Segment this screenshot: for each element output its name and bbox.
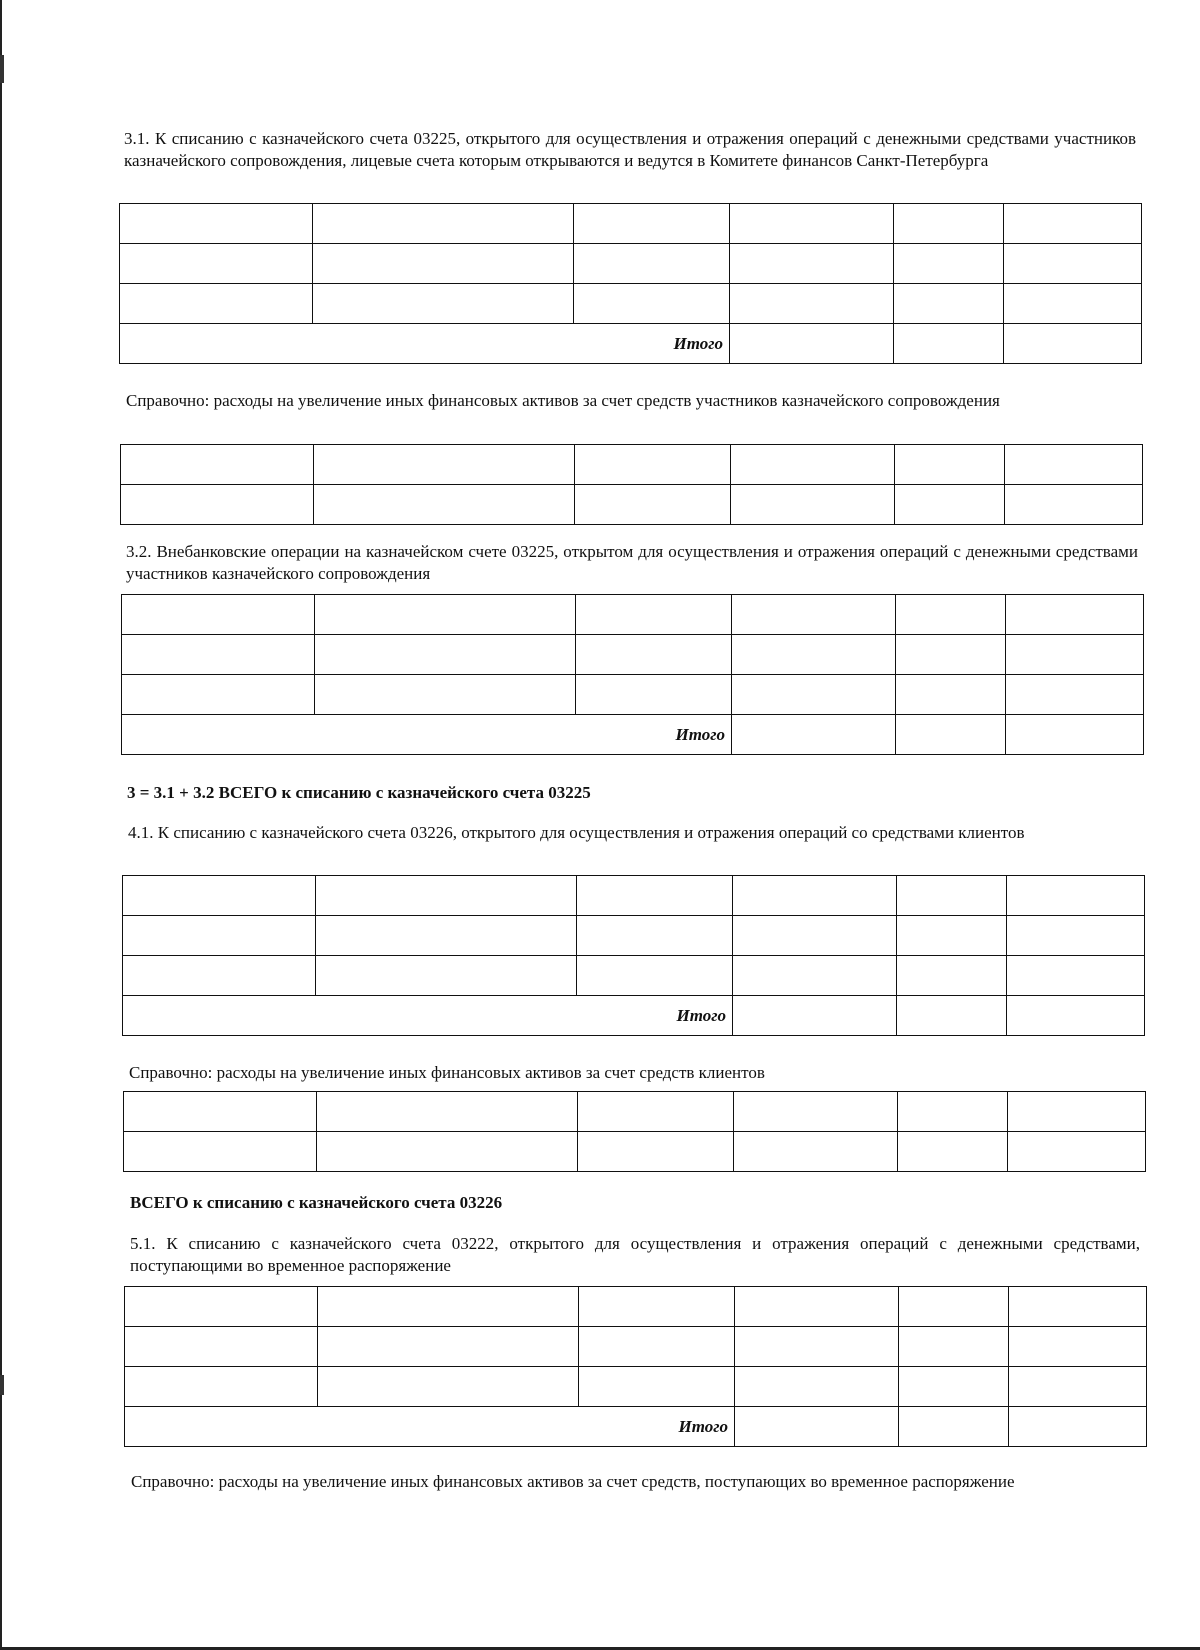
total-row [120,324,1142,364]
table-cell[interactable] [735,1367,899,1407]
table-cell[interactable] [894,284,1004,324]
total-cell[interactable] [730,324,894,364]
total-cell[interactable] [897,996,1007,1036]
table-cell[interactable] [313,244,574,284]
scan-mark [0,1375,4,1395]
table-row [123,916,1145,956]
total-row [122,715,1144,755]
total-cell[interactable] [1009,1407,1147,1447]
table-cell[interactable] [314,445,575,485]
table-cell[interactable] [576,675,732,715]
table-cell[interactable] [899,1287,1009,1327]
table-cell[interactable] [314,485,575,525]
table-cell[interactable] [578,1132,734,1172]
total-label: Итого [120,324,730,364]
table-3-2 [121,594,1144,755]
table-row [121,445,1143,485]
table-cell[interactable] [317,1092,578,1132]
table-row [122,635,1144,675]
table-cell[interactable] [1007,876,1145,916]
total-label: Итого [125,1407,735,1447]
total-cell[interactable] [1007,996,1145,1036]
table-cell[interactable] [121,485,314,525]
table-cell[interactable] [125,1287,318,1327]
table-cell[interactable] [577,916,733,956]
total-cell[interactable] [732,715,896,755]
table-cell[interactable] [733,876,897,916]
table-cell[interactable] [1006,675,1144,715]
table-3-1 [119,203,1142,364]
table-row [120,204,1142,244]
section-4-total: ВСЕГО к списанию с казначейского счета 03226 [130,1193,503,1212]
table-cell[interactable] [731,485,895,525]
table-cell[interactable] [124,1092,317,1132]
table-cell[interactable] [896,675,1006,715]
table-cell[interactable] [578,1092,734,1132]
table-5-1 [124,1286,1147,1447]
total-cell[interactable] [896,715,1006,755]
table-cell[interactable] [894,204,1004,244]
table-cell[interactable] [897,876,1007,916]
table-4-1 [122,875,1145,1036]
section-3-1-reference-note: Справочно: расходы на увеличение иных финансовых активов за счет средств участников казначейского сопровождения [126,391,1000,410]
table-cell[interactable] [1004,284,1142,324]
table-cell[interactable] [574,244,730,284]
table-cell[interactable] [315,635,576,675]
section-4-1-reference-note: Справочно: расходы на увеличение иных финансовых активов за счет средств клиентов [129,1063,765,1082]
total-row [123,996,1145,1036]
table-cell[interactable] [315,595,576,635]
table-cell[interactable] [577,876,733,916]
table-cell[interactable] [123,956,316,996]
table-cell[interactable] [576,635,732,675]
table-cell[interactable] [734,1132,898,1172]
table-cell[interactable] [894,244,1004,284]
table-cell[interactable] [122,635,315,675]
page-left-edge [0,0,2,1650]
total-cell[interactable] [894,324,1004,364]
table-row [123,956,1145,996]
table-cell[interactable] [316,916,577,956]
table-cell[interactable] [899,1367,1009,1407]
table-cell[interactable] [122,595,315,635]
table-cell[interactable] [732,675,896,715]
table-cell[interactable] [125,1327,318,1367]
table-cell[interactable] [733,916,897,956]
table-row [125,1287,1147,1327]
table-cell[interactable] [574,204,730,244]
table-cell[interactable] [123,916,316,956]
table-cell[interactable] [1005,445,1143,485]
table-cell[interactable] [896,595,1006,635]
table-cell[interactable] [318,1287,579,1327]
table-cell[interactable] [579,1287,735,1327]
section-3-total: 3 = 3.1 + 3.2 ВСЕГО к списанию с казначейского счета 03225 [127,783,591,802]
table-4-1-reference [123,1091,1146,1172]
table-cell[interactable] [732,595,896,635]
table-cell[interactable] [123,876,316,916]
table-cell[interactable] [734,1092,898,1132]
table-cell[interactable] [899,1327,1009,1367]
table-row [120,244,1142,284]
table-cell[interactable] [735,1327,899,1367]
table-cell[interactable] [313,204,574,244]
table-cell[interactable] [1009,1287,1147,1327]
table-row [122,595,1144,635]
table-row [125,1367,1147,1407]
table-cell[interactable] [1004,204,1142,244]
table-cell[interactable] [315,675,576,715]
table-cell[interactable] [316,956,577,996]
table-row [124,1092,1146,1132]
table-cell[interactable] [575,445,731,485]
table-cell[interactable] [124,1132,317,1172]
table-row [125,1327,1147,1367]
table-cell[interactable] [122,675,315,715]
table-cell[interactable] [1008,1092,1146,1132]
table-cell[interactable] [1008,1132,1146,1172]
table-cell[interactable] [730,204,894,244]
section-4-1-heading: 4.1. К списанию с казначейского счета 03226, открытого для осуществления и отражения операций со средствами клиентов [128,823,1025,842]
total-label: Итого [123,996,733,1036]
table-cell[interactable] [577,956,733,996]
table-cell[interactable] [1006,635,1144,675]
table-cell[interactable] [1007,916,1145,956]
table-cell[interactable] [895,485,1005,525]
total-cell[interactable] [899,1407,1009,1447]
table-cell[interactable] [120,244,313,284]
total-row [125,1407,1147,1447]
table-row [121,485,1143,525]
table-cell[interactable] [1005,485,1143,525]
total-cell[interactable] [1004,324,1142,364]
table-cell[interactable] [313,284,574,324]
table-cell[interactable] [318,1327,579,1367]
table-cell[interactable] [735,1287,899,1327]
total-label: Итого [122,715,732,755]
table-cell[interactable] [898,1132,1008,1172]
table-cell[interactable] [576,595,732,635]
table-cell[interactable] [317,1132,578,1172]
table-cell[interactable] [125,1367,318,1407]
table-cell[interactable] [1006,595,1144,635]
table-cell[interactable] [897,956,1007,996]
table-cell[interactable] [898,1092,1008,1132]
table-cell[interactable] [732,635,896,675]
table-cell[interactable] [316,876,577,916]
table-cell[interactable] [120,204,313,244]
table-cell[interactable] [1007,956,1145,996]
table-cell[interactable] [730,284,894,324]
table-cell[interactable] [1004,244,1142,284]
table-cell[interactable] [120,284,313,324]
total-cell[interactable] [733,996,897,1036]
table-3-1-reference [120,444,1143,525]
section-3-1-heading: 3.1. К списанию с казначейского счета 03225, открытого для осуществления и отражения операций с денежными средствами участников казначейского сопровождения, лицевые счета которым открываются и ведутся в Комитете финансов Санкт-Петербурга [124,129,1136,170]
table-cell[interactable] [731,445,895,485]
table-cell[interactable] [897,916,1007,956]
table-cell[interactable] [733,956,897,996]
table-cell[interactable] [574,284,730,324]
scan-mark [0,55,4,83]
table-cell[interactable] [121,445,314,485]
total-cell[interactable] [735,1407,899,1447]
section-3-2-heading: 3.2. Внебанковские операции на казначейском счете 03225, открытом для осуществления и отражения операций с денежными средствами участников казначейского сопровождения [126,542,1138,583]
table-cell[interactable] [730,244,894,284]
table-cell[interactable] [895,445,1005,485]
table-row [120,284,1142,324]
table-cell[interactable] [1009,1327,1147,1367]
table-cell[interactable] [1009,1367,1147,1407]
table-row [122,675,1144,715]
section-5-1-reference-note: Справочно: расходы на увеличение иных финансовых активов за счет средств, поступающих во временное распоряжение [131,1472,1015,1491]
table-cell[interactable] [318,1367,579,1407]
table-cell[interactable] [896,635,1006,675]
table-cell[interactable] [579,1367,735,1407]
table-cell[interactable] [575,485,731,525]
total-cell[interactable] [1006,715,1144,755]
section-5-1-heading: 5.1. К списанию с казначейского счета 03222, открытого для осуществления и отражения операций с денежными средствами, поступающими во временное распоряжение [130,1234,1140,1275]
table-row [123,876,1145,916]
table-cell[interactable] [579,1327,735,1367]
table-row [124,1132,1146,1172]
